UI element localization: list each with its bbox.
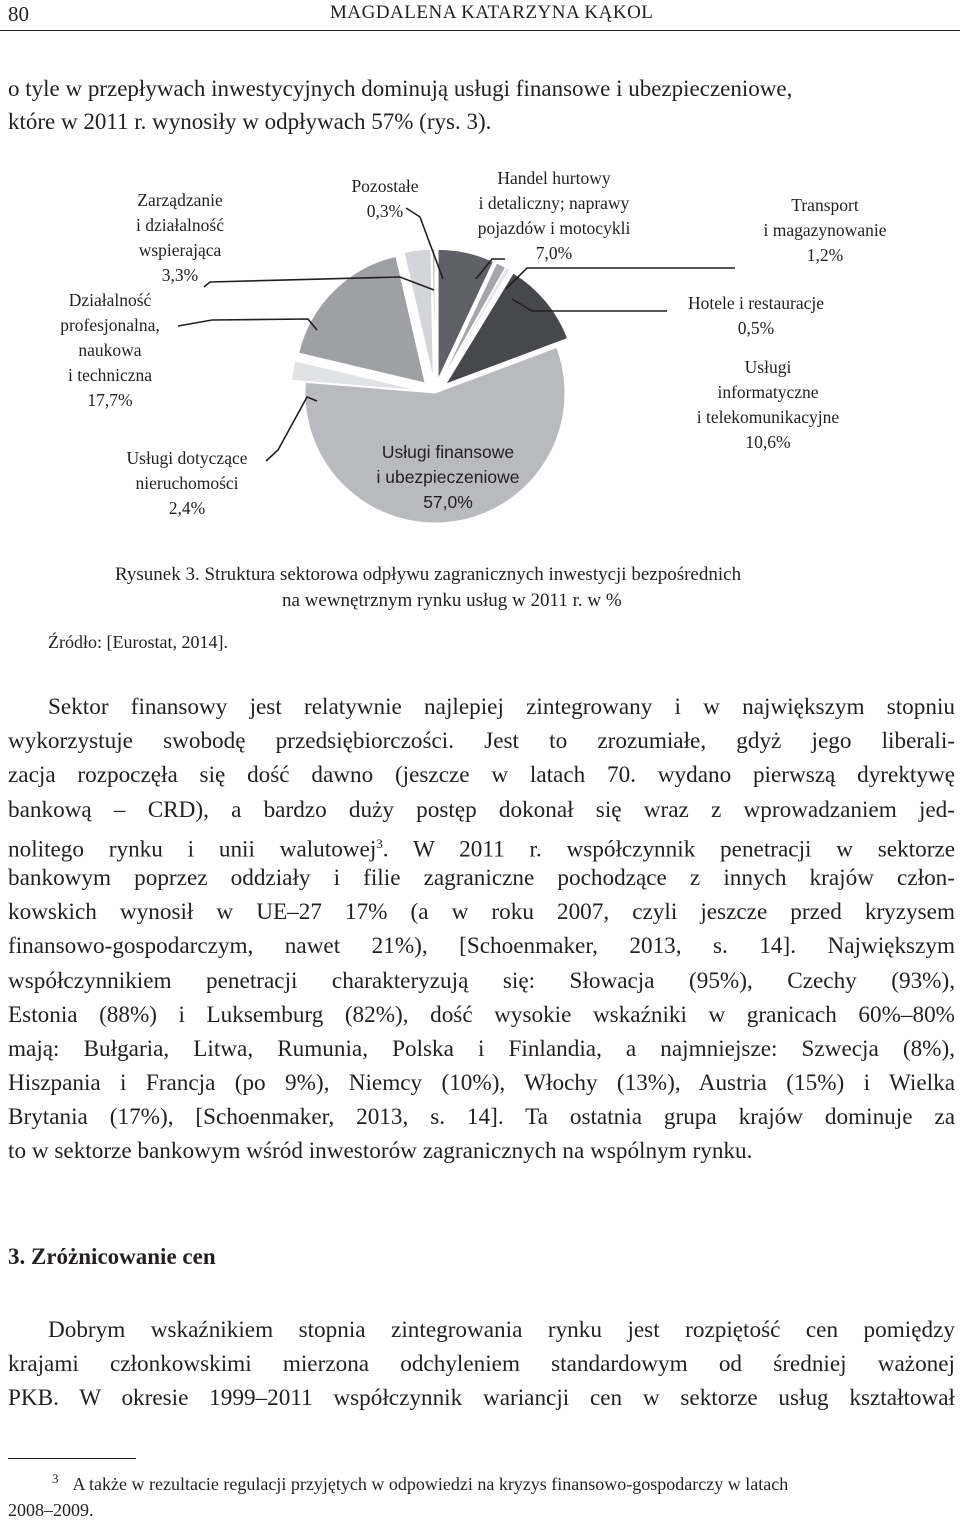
footnote-ref: 3 <box>376 835 383 851</box>
paragraph-line-with-footnote <box>8 827 955 861</box>
paragraph-line: kowskich wynosił w UE–27 17% (a w roku 2007, czyli jeszcze przed kryzysem <box>8 899 955 926</box>
slice-label-finansowe: Usługi finansowe i ubezpieczeniowe 57,0% <box>376 442 520 512</box>
slice-label-pozostale: Pozostałe 0,3% <box>351 176 419 221</box>
paragraph-line-start: nolitego rynku i unii walutowej <box>8 836 377 863</box>
footnote-number: 3 <box>52 1471 59 1486</box>
slice-label-nieruchomosci: Usługi dotyczące nieruchomości 2,4% <box>126 448 248 518</box>
paragraph-line: Hiszpania i Francja (po 9%), Niemcy (10%), Włochy (13%), Austria (15%) i Wielka <box>8 1070 955 1097</box>
footnote-text: A także w rezultacie regulacji przyjętych w odpowiedzi na kryzys finansowo-gospodarczy w latach <box>72 1474 789 1494</box>
paragraph-line: zacja rozpoczęła się dość dawno (jeszcze w latach 70. wydano pierwszą dyrektywę <box>8 762 955 789</box>
paragraph-line: krajami członkowskimi mierzona odchyleniem standardowym od średniej ważonej <box>8 1351 955 1378</box>
caption-line: na wewnętrznym rynku usług w 2011 r. w % <box>282 590 622 611</box>
footnote-rule <box>8 1458 136 1459</box>
section-heading: 3. Zróżnicowanie cen <box>8 1244 216 1269</box>
slice-label-dzialalnosc: Działalność profesjonalna, naukowa i techniczna 17,7% <box>60 290 160 410</box>
slice-label-handel: Handel hurtowy i detaliczny; naprawy pojazdów i motocykli 7,0% <box>477 168 631 263</box>
intro-line: które w 2011 r. wynosiły w odpływach 57% (rys. 3). <box>8 109 492 134</box>
paragraph-line-rest: . W 2011 r. współczynnik penetracji w sektorze <box>382 836 955 863</box>
leader-line-transport <box>506 268 735 289</box>
paragraph-line: Brytania (17%), [Schoenmaker, 2013, s. 14]. Ta ostatnia grupa krajów dominuje za <box>8 1104 955 1131</box>
paragraph-1 <box>8 690 955 1169</box>
paragraph-line: finansowo-gospodarczym, nawet 21%), [Schoenmaker, 2013, s. 14]. Największym <box>8 933 955 960</box>
leader-line-dzialalnosc <box>178 319 317 330</box>
paragraph-line: PKB. W okresie 1999–2011 współczynnik wariancji cen w sektorze usług kształtował <box>8 1385 955 1412</box>
paragraph-2 <box>8 1313 955 1416</box>
page-number: 80 <box>8 2 29 26</box>
paragraph-line: mają: Bułgaria, Litwa, Rumunia, Polska i Finlandia, a najmniejsze: Szwecja (8%), <box>8 1035 955 1062</box>
paragraph-line: Sektor finansowy jest relatywnie najlepiej zintegrowany i w największym stopniu <box>48 694 955 720</box>
paragraph-line: bankową – CRD), a bardzo duży postęp dokonał się wraz z wprowadzaniem jed- <box>8 796 955 823</box>
footnote-line: 2008–2009. <box>8 1500 94 1520</box>
paragraph-line: Estonia (88%) i Luksemburg (82%), dość wysokie wskaźniki w granicach 60%–80% <box>8 1001 955 1028</box>
caption-line: Rysunek 3. Struktura sektorowa odpływu zagranicznych inwestycji bezpośrednich <box>115 564 742 585</box>
footnote-line <box>8 1466 958 1497</box>
running-head: MAGDALENA KATARZYNA KĄKOL <box>330 2 654 23</box>
paragraph-line: współczynnikiem penetracji charakteryzują się: Słowacja (95%), Czechy (93%), <box>8 967 955 994</box>
figure-source: Źródło: [Eurostat, 2014]. <box>48 632 228 652</box>
slice-label-hotele: Hotele i restauracje 0,5% <box>687 293 825 338</box>
intro-paragraph <box>8 72 953 138</box>
pie-slice-dzialalnosc <box>299 256 426 383</box>
slice-label-transport: Transport i magazynowanie 1,2% <box>763 195 887 265</box>
paragraph-line: bankowym poprzez oddziały i filie zagraniczne pochodzące z innych krajów człon- <box>8 864 955 891</box>
slice-label-informatyczne: Usługi informatyczne i telekomunikacyjne 10,6% <box>696 357 840 452</box>
intro-line: o tyle w przepływach inwestycyjnych dominują usługi finansowe i ubezpieczeniowe, <box>8 76 793 101</box>
paragraph-line: Dobrym wskaźnikiem stopnia zintegrowania rynku jest rozpiętość cen pomiędzy <box>48 1317 955 1343</box>
slice-label-zarzadzanie: Zarządzanie i działalność wspierająca 3,3% <box>136 190 224 285</box>
paragraph-line: to w sektorze bankowym wśród inwestorów zagranicznych na wspólnym rynku. <box>8 1138 753 1165</box>
footnote <box>8 1466 958 1523</box>
paragraph-line: wykorzystuje swobodę przedsiębiorczości. Jest to zrozumiałe, gdyż jego liberali- <box>8 728 955 755</box>
